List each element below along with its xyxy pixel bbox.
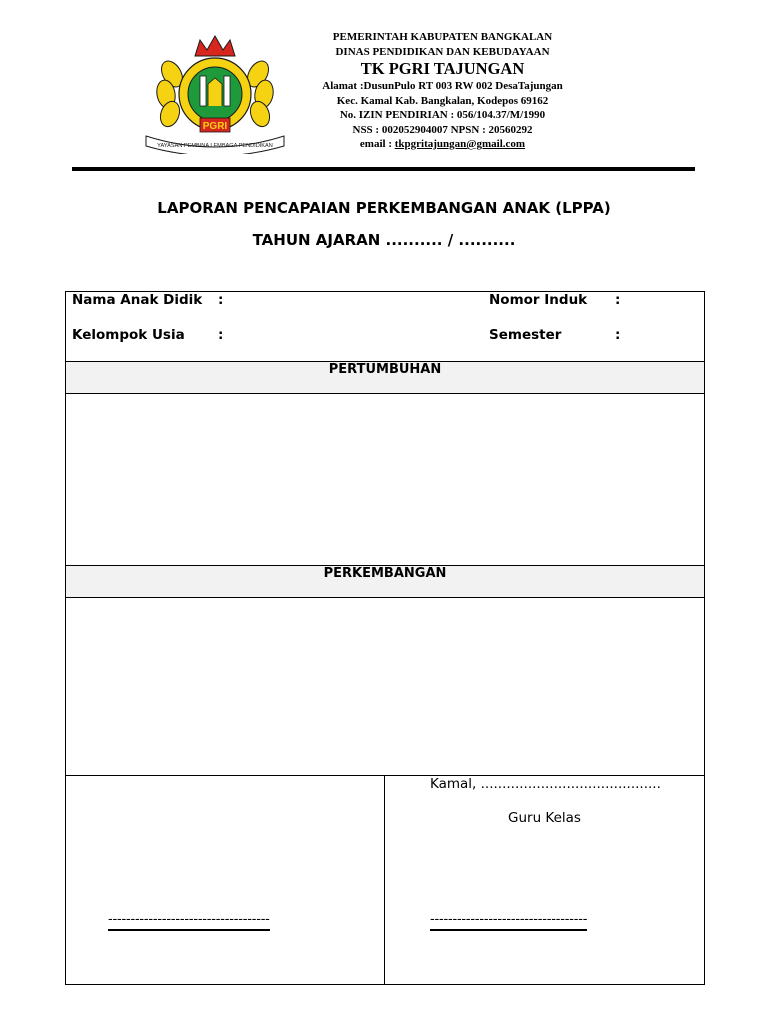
semester-label: Semester [489, 327, 562, 343]
permit-line: No. IZIN PENDIRIAN : 056/104.37/M/1990 [339, 109, 546, 121]
report-title: LAPORAN PENCAPAIAN PERKEMBANGAN ANAK (LPPA) [157, 199, 611, 217]
signature-divider [384, 776, 385, 985]
age-group-label: Kelompok Usia [72, 327, 185, 343]
development-section-header: PERKEMBANGAN [66, 565, 704, 598]
student-name-colon: : [218, 292, 224, 308]
logo-ribbon-text: YAYASAN PEMBINA LEMBAGA PENDIDIKAN [157, 143, 273, 149]
student-number-colon: : [615, 292, 621, 308]
email-link[interactable]: tkpgritajungan@gmail.com [394, 138, 526, 150]
address-line-1: Alamat :DusunPulo RT 003 RW 002 DesaTajungan [322, 80, 563, 92]
crown-icon [195, 36, 235, 56]
letterhead-divider [72, 167, 695, 171]
student-name-label: Nama Anak Didik [72, 292, 203, 308]
left-signature-line: ------------------------------------ [108, 913, 270, 931]
email-label: email : [359, 138, 395, 150]
letterhead [290, 30, 595, 152]
age-group-colon: : [218, 327, 224, 343]
nss-npsn-line: NSS : 002052904007 NPSN : 20560292 [352, 123, 533, 136]
government-line: PEMERINTAH KABUPATEN BANGKALAN [332, 31, 553, 43]
logo-badge-text: PGRI [202, 121, 228, 132]
email-line [290, 137, 595, 152]
development-content-area[interactable] [66, 599, 704, 775]
teacher-signature-line: ----------------------------------- [430, 913, 587, 931]
student-number-label: Nomor Induk [489, 292, 588, 308]
department-line: DINAS PENDIDIKAN DAN KEBUDAYAAN [335, 45, 550, 58]
address-line-2: Kec. Kamal Kab. Bangkalan, Kodepos 69162 [336, 94, 549, 107]
place-date: Kamal, .......................................... [430, 776, 661, 792]
school-logo [140, 34, 290, 154]
semester-colon: : [615, 327, 621, 343]
growth-section-header: PERTUMBUHAN [66, 361, 704, 394]
teacher-title: Guru Kelas [508, 810, 581, 826]
school-year: TAHUN AJARAN .......... / .......... [252, 231, 516, 249]
growth-content-area[interactable] [66, 395, 704, 565]
school-name: TK PGRI TAJUNGAN [360, 59, 525, 78]
signature-area [66, 775, 704, 985]
report-form [65, 291, 705, 985]
